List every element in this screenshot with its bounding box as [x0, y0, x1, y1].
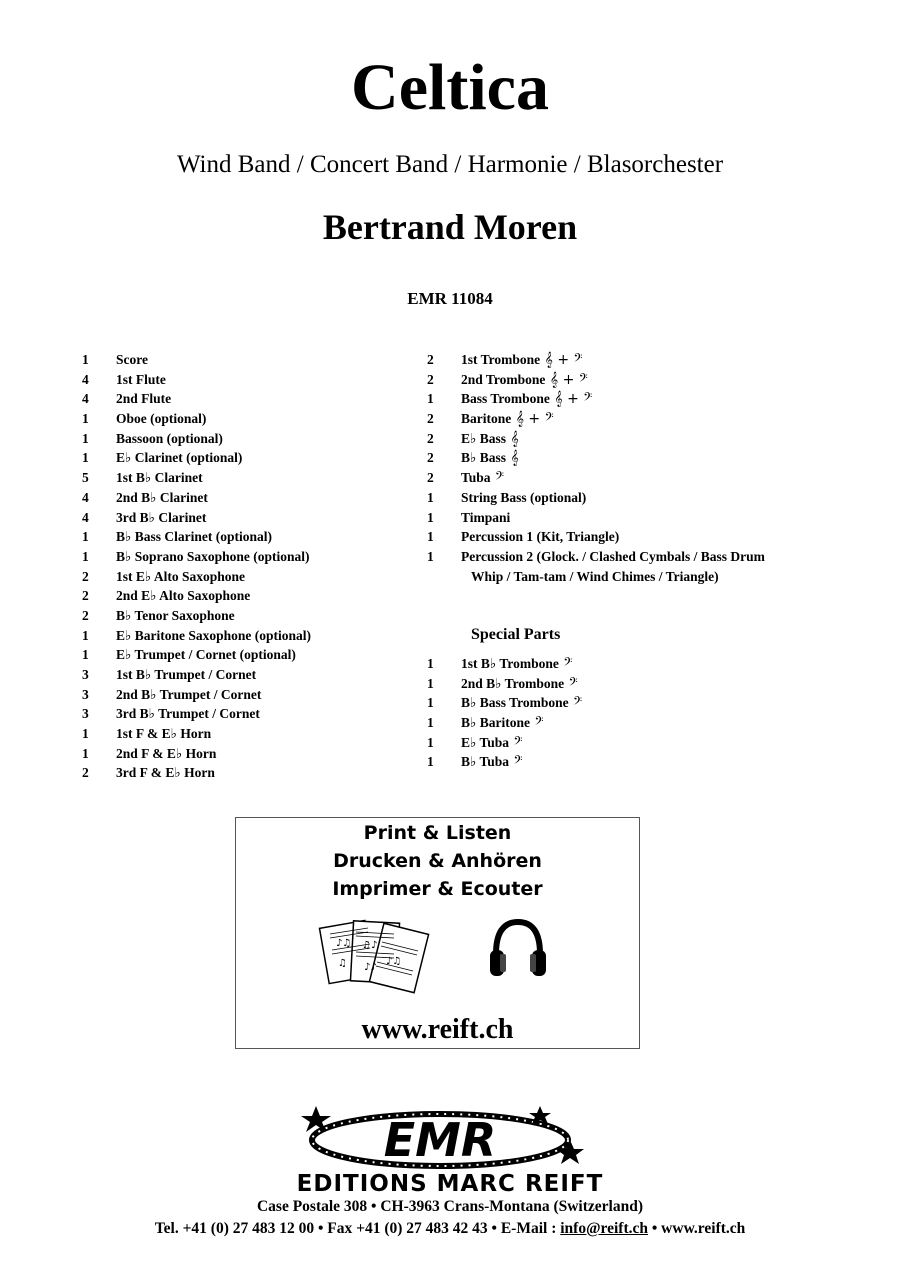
part-name: 3rd F & E♭ Horn: [116, 765, 215, 781]
part-quantity: 1: [427, 695, 434, 711]
part-name: 1st B♭ Trombone 𝄢: [461, 656, 573, 672]
part-name: String Bass (optional): [461, 489, 587, 505]
part-quantity: 1: [82, 726, 89, 742]
part-quantity: 1: [427, 715, 434, 731]
catalog-number: EMR 11084: [407, 289, 493, 308]
part-quantity: 1: [82, 647, 89, 663]
part-quantity: 1: [427, 509, 434, 525]
part-quantity: 1: [82, 430, 89, 446]
part-name: 2nd B♭ Trombone 𝄢: [461, 675, 578, 692]
part-quantity: 2: [82, 607, 89, 623]
part-name: Bassoon (optional): [116, 430, 223, 446]
part-quantity: 2: [82, 588, 89, 604]
emr-logo: [240, 1100, 660, 1170]
part-name: 2nd F & E♭ Horn: [116, 745, 217, 761]
part-name: Bass Trombone 𝄞 + 𝄢: [461, 391, 593, 408]
clef-icon: 𝄢: [530, 715, 544, 732]
part-quantity: 2: [427, 470, 434, 486]
emr-logo-text: EMR: [383, 1113, 497, 1167]
part-name: 1st E♭ Alto Saxophone: [116, 568, 246, 584]
publisher-name: EDITIONS MARC REIFT: [296, 1171, 604, 1197]
contact-phone-fax: Tel. +41 (0) 27 483 12 00 • Fax +41 (0) 27 483 42 43 • E-Mail :: [154, 1220, 561, 1237]
clef-icon: 𝄢: [490, 470, 504, 487]
part-quantity: 2: [427, 450, 434, 466]
composer: Bertrand Moren: [322, 207, 578, 247]
part-name: Whip / Tam-tam / Wind Chimes / Triangle): [471, 568, 719, 584]
part-name: Timpani: [461, 509, 511, 525]
part-quantity: 1: [427, 529, 434, 545]
part-quantity: 2: [427, 411, 434, 427]
part-quantity: 2: [427, 371, 434, 387]
part-quantity: 3: [82, 706, 89, 722]
part-name: 2nd B♭ Trumpet / Cornet: [116, 686, 262, 702]
part-quantity: 5: [82, 470, 89, 486]
svg-text:♪♫: ♪♫: [386, 956, 402, 967]
clef-icon: 𝄞: [506, 450, 519, 467]
part-quantity: 1: [427, 754, 434, 770]
part-name: B♭ Baritone 𝄢: [461, 715, 544, 732]
part-name: Score: [116, 352, 148, 367]
promo-line-2: Drucken & Anhören: [333, 850, 542, 872]
part-quantity: 1: [427, 391, 434, 407]
part-quantity: 1: [427, 734, 434, 750]
part-name: 1st F & E♭ Horn: [116, 726, 212, 742]
clef-icon: 𝄞 + 𝄢: [540, 352, 583, 368]
part-name: 1st Trombone 𝄞 + 𝄢: [461, 352, 583, 368]
clef-icon: 𝄢: [509, 734, 523, 751]
part-name: 2nd B♭ Clarinet: [116, 489, 208, 505]
part-name: 1st B♭ Clarinet: [116, 470, 203, 486]
special-parts-heading: Special Parts: [471, 626, 561, 643]
part-quantity: 1: [82, 411, 89, 427]
clef-icon: 𝄞 + 𝄢: [545, 371, 588, 388]
publisher-contact: [0, 1219, 900, 1239]
part-name: B♭ Tenor Saxophone: [116, 607, 235, 623]
part-quantity: 1: [82, 627, 89, 643]
headphones-icon: [486, 914, 550, 984]
svg-text:♫♪: ♫♪: [362, 940, 378, 951]
svg-text:♪♪: ♪♪: [364, 962, 377, 973]
part-name: Percussion 1 (Kit, Triangle): [461, 529, 620, 545]
part-quantity: 2: [82, 765, 89, 781]
part-name: 3rd B♭ Trumpet / Cornet: [116, 706, 260, 722]
part-name: 3rd B♭ Clarinet: [116, 509, 207, 525]
part-name: B♭ Bass 𝄞: [461, 450, 519, 467]
part-quantity: 1: [427, 675, 434, 691]
part-name: B♭ Bass Trombone 𝄢: [461, 695, 583, 712]
part-quantity: 1: [82, 548, 89, 564]
part-name: B♭ Bass Clarinet (optional): [116, 529, 273, 545]
part-quantity: 1: [427, 656, 434, 671]
part-name: E♭ Trumpet / Cornet (optional): [116, 647, 296, 663]
title: Celtica: [351, 51, 549, 124]
part-name: Baritone 𝄞 + 𝄢: [461, 411, 554, 428]
clef-icon: 𝄢: [558, 656, 573, 672]
part-quantity: 2: [427, 430, 434, 446]
part-quantity: 1: [82, 529, 89, 545]
part-quantity: 3: [82, 686, 89, 702]
part-name: E♭ Tuba 𝄢: [461, 734, 523, 751]
part-name: B♭ Soprano Saxophone (optional): [116, 548, 310, 564]
part-name: 2nd Flute: [116, 391, 172, 407]
svg-text:♫: ♫: [338, 958, 347, 969]
clef-icon: 𝄢: [509, 754, 523, 771]
part-name: E♭ Clarinet (optional): [116, 450, 243, 466]
part-name: 2nd E♭ Alto Saxophone: [116, 588, 251, 604]
part-quantity: 2: [82, 568, 89, 584]
promo-line-3: Imprimer & Ecouter: [332, 878, 543, 900]
part-quantity: 4: [82, 489, 89, 505]
part-quantity: 4: [82, 371, 89, 387]
part-name: 1st B♭ Trumpet / Cornet: [116, 667, 257, 682]
part-quantity: 1: [82, 352, 89, 367]
clef-icon: 𝄞 + 𝄢: [549, 391, 593, 408]
sheet-music-icon: [318, 918, 430, 998]
part-quantity: 4: [82, 391, 89, 407]
part-quantity: 2: [427, 352, 434, 367]
part-quantity: 3: [82, 667, 89, 682]
part-quantity: 1: [427, 548, 434, 564]
publisher-address: Case Postale 308 • CH-3963 Crans-Montana (Switzerland): [256, 1198, 643, 1215]
clef-icon: 𝄢: [568, 695, 583, 712]
part-name: E♭ Baritone Saxophone (optional): [116, 627, 312, 643]
part-quantity: 4: [82, 509, 89, 525]
part-name: Tuba 𝄢: [461, 470, 504, 487]
clef-icon: 𝄞 + 𝄢: [511, 411, 554, 428]
svg-text:♪♫: ♪♫: [336, 938, 352, 949]
email-link[interactable]: info@reift.ch: [560, 1220, 648, 1237]
subtitle: Wind Band / Concert Band / Harmonie / Blasorchester: [176, 151, 724, 178]
part-quantity: 1: [82, 450, 89, 466]
print-listen-box[interactable]: [235, 817, 640, 1049]
promo-line-1: Print & Listen: [363, 822, 512, 844]
part-name: 1st Flute: [116, 371, 166, 387]
part-name: B♭ Tuba 𝄢: [461, 754, 523, 771]
part-quantity: 1: [427, 489, 434, 505]
promo-url[interactable]: www.reift.ch: [361, 1014, 514, 1045]
clef-icon: 𝄞: [506, 430, 519, 447]
part-name: Percussion 2 (Glock. / Clashed Cymbals / Bass Drum: [461, 548, 765, 564]
part-name: E♭ Bass 𝄞: [461, 430, 519, 447]
clef-icon: 𝄢: [564, 675, 578, 692]
contact-website: • www.reift.ch: [648, 1220, 746, 1237]
part-name: 2nd Trombone 𝄞 + 𝄢: [461, 371, 588, 388]
part-quantity: 1: [82, 745, 89, 761]
part-name: Oboe (optional): [116, 411, 207, 427]
